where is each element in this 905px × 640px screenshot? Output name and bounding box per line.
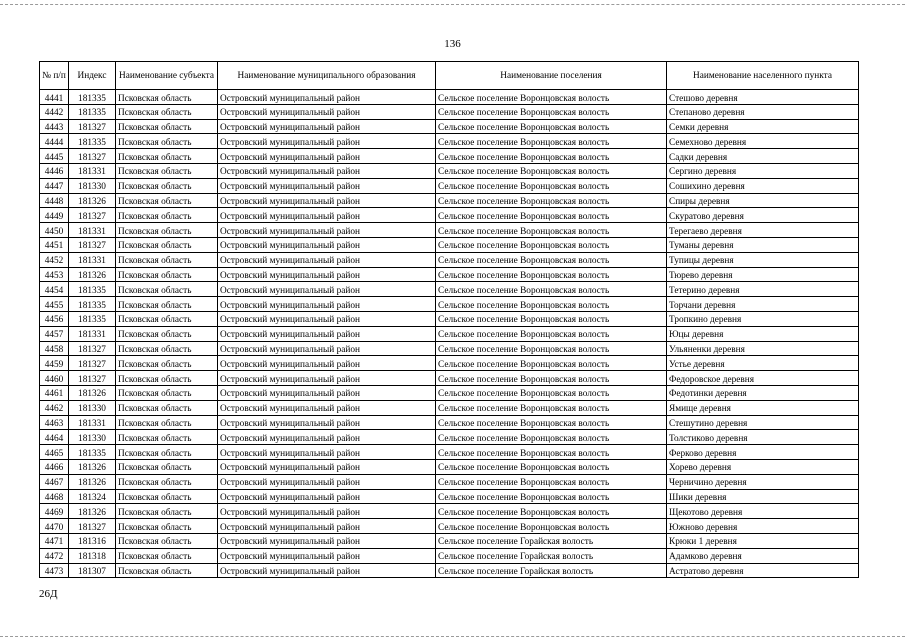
cell-locality: Южново деревня <box>667 519 859 534</box>
cell-municipality: Островский муниципальный район <box>218 267 436 282</box>
cell-num: 4464 <box>40 430 69 445</box>
cell-num: 4470 <box>40 519 69 534</box>
cell-municipality: Островский муниципальный район <box>218 563 436 578</box>
cell-locality: Стешутино деревня <box>667 415 859 430</box>
table-row <box>40 459 859 474</box>
cell-num: 4461 <box>40 385 69 400</box>
cell-municipality: Островский муниципальный район <box>218 519 436 534</box>
cell-settlement: Сельское поселение Воронцовская волость <box>436 445 667 460</box>
cell-subject: Псковская область <box>116 400 218 415</box>
cell-subject: Псковская область <box>116 489 218 504</box>
cell-num: 4453 <box>40 267 69 282</box>
cell-locality: Терегаево деревня <box>667 223 859 238</box>
cell-locality: Семки деревня <box>667 119 859 134</box>
cell-num: 4459 <box>40 356 69 371</box>
header-locality: Наименование населенного пункта <box>667 62 859 90</box>
cell-settlement: Сельское поселение Воронцовская волость <box>436 356 667 371</box>
cell-index: 181335 <box>69 90 116 105</box>
table-header <box>40 62 859 90</box>
cell-municipality: Островский муниципальный район <box>218 489 436 504</box>
cell-locality: Адамково деревня <box>667 548 859 563</box>
cell-locality: Юцы деревня <box>667 326 859 341</box>
cell-index: 181335 <box>69 282 116 297</box>
cell-num: 4452 <box>40 252 69 267</box>
table-row <box>40 563 859 578</box>
cell-index: 181331 <box>69 163 116 178</box>
cell-settlement: Сельское поселение Воронцовская волость <box>436 400 667 415</box>
cell-num: 4462 <box>40 400 69 415</box>
cell-municipality: Островский муниципальный район <box>218 119 436 134</box>
cell-settlement: Сельское поселение Воронцовская волость <box>436 134 667 149</box>
cell-settlement: Сельское поселение Горайская волость <box>436 563 667 578</box>
cell-index: 181335 <box>69 104 116 119</box>
cell-locality: Толстиково деревня <box>667 430 859 445</box>
cell-num: 4471 <box>40 533 69 548</box>
cell-municipality: Островский муниципальный район <box>218 90 436 105</box>
cell-subject: Псковская область <box>116 563 218 578</box>
cell-settlement: Сельское поселение Воронцовская волость <box>436 385 667 400</box>
table-row <box>40 445 859 460</box>
cell-municipality: Островский муниципальный район <box>218 326 436 341</box>
cell-locality: Черничино деревня <box>667 474 859 489</box>
header-settlement: Наименование поселения <box>436 62 667 90</box>
cell-locality: Сошихино деревня <box>667 178 859 193</box>
table-row <box>40 415 859 430</box>
cell-settlement: Сельское поселение Воронцовская волость <box>436 474 667 489</box>
cell-locality: Тюрево деревня <box>667 267 859 282</box>
cell-index: 181326 <box>69 474 116 489</box>
cell-settlement: Сельское поселение Воронцовская волость <box>436 223 667 238</box>
cell-index: 181335 <box>69 311 116 326</box>
cell-num: 4458 <box>40 341 69 356</box>
table-row <box>40 519 859 534</box>
scan-edge-top <box>0 4 905 5</box>
cell-locality: Федоровское деревня <box>667 371 859 386</box>
cell-subject: Псковская область <box>116 519 218 534</box>
cell-num: 4468 <box>40 489 69 504</box>
cell-settlement: Сельское поселение Горайская волость <box>436 533 667 548</box>
footer-code: 26Д <box>39 588 58 600</box>
cell-municipality: Островский муниципальный район <box>218 311 436 326</box>
cell-settlement: Сельское поселение Воронцовская волость <box>436 90 667 105</box>
cell-municipality: Островский муниципальный район <box>218 149 436 164</box>
cell-num: 4463 <box>40 415 69 430</box>
cell-index: 181326 <box>69 504 116 519</box>
cell-locality: Крюки 1 деревня <box>667 533 859 548</box>
table-row <box>40 297 859 312</box>
cell-num: 4448 <box>40 193 69 208</box>
cell-num: 4456 <box>40 311 69 326</box>
cell-num: 4450 <box>40 223 69 238</box>
cell-municipality: Островский муниципальный район <box>218 356 436 371</box>
cell-locality: Тропкино деревня <box>667 311 859 326</box>
cell-num: 4472 <box>40 548 69 563</box>
cell-settlement: Сельское поселение Воронцовская волость <box>436 267 667 282</box>
cell-locality: Ферково деревня <box>667 445 859 460</box>
cell-municipality: Островский муниципальный район <box>218 178 436 193</box>
cell-subject: Псковская область <box>116 311 218 326</box>
cell-index: 181335 <box>69 134 116 149</box>
cell-settlement: Сельское поселение Воронцовская волость <box>436 163 667 178</box>
cell-municipality: Островский муниципальный район <box>218 371 436 386</box>
cell-locality: Астратово деревня <box>667 563 859 578</box>
cell-locality: Тупицы деревня <box>667 252 859 267</box>
cell-municipality: Островский муниципальный район <box>218 474 436 489</box>
cell-settlement: Сельское поселение Воронцовская волость <box>436 178 667 193</box>
header-row <box>40 62 859 90</box>
cell-num: 4451 <box>40 237 69 252</box>
cell-index: 181326 <box>69 193 116 208</box>
cell-locality: Семехново деревня <box>667 134 859 149</box>
table-row <box>40 385 859 400</box>
cell-municipality: Островский муниципальный район <box>218 341 436 356</box>
cell-num: 4467 <box>40 474 69 489</box>
cell-locality: Садки деревня <box>667 149 859 164</box>
cell-settlement: Сельское поселение Воронцовская волость <box>436 282 667 297</box>
cell-index: 181331 <box>69 252 116 267</box>
cell-locality: Скуратово деревня <box>667 208 859 223</box>
cell-subject: Псковская область <box>116 282 218 297</box>
cell-subject: Псковская область <box>116 267 218 282</box>
cell-municipality: Островский муниципальный район <box>218 445 436 460</box>
table-row <box>40 104 859 119</box>
cell-municipality: Островский муниципальный район <box>218 208 436 223</box>
cell-index: 181327 <box>69 149 116 164</box>
header-municipality: Наименование муниципального образования <box>218 62 436 90</box>
cell-municipality: Островский муниципальный район <box>218 193 436 208</box>
table-row <box>40 193 859 208</box>
table-row <box>40 208 859 223</box>
cell-settlement: Сельское поселение Воронцовская волость <box>436 311 667 326</box>
cell-index: 181327 <box>69 237 116 252</box>
header-index: Индекс <box>69 62 116 90</box>
cell-index: 181330 <box>69 430 116 445</box>
table-row <box>40 149 859 164</box>
table-row <box>40 474 859 489</box>
cell-locality: Торчани деревня <box>667 297 859 312</box>
cell-settlement: Сельское поселение Воронцовская волость <box>436 297 667 312</box>
cell-index: 181307 <box>69 563 116 578</box>
table-row <box>40 430 859 445</box>
table-row <box>40 371 859 386</box>
cell-locality: Туманы деревня <box>667 237 859 252</box>
cell-index: 181327 <box>69 519 116 534</box>
cell-num: 4449 <box>40 208 69 223</box>
cell-subject: Псковская область <box>116 430 218 445</box>
cell-index: 181326 <box>69 385 116 400</box>
cell-settlement: Сельское поселение Воронцовская волость <box>436 519 667 534</box>
cell-settlement: Сельское поселение Воронцовская волость <box>436 415 667 430</box>
scan-edge-bottom <box>0 636 905 637</box>
cell-subject: Псковская область <box>116 356 218 371</box>
cell-locality: Ульяненки деревня <box>667 341 859 356</box>
cell-subject: Псковская область <box>116 548 218 563</box>
cell-subject: Псковская область <box>116 474 218 489</box>
cell-subject: Псковская область <box>116 252 218 267</box>
table-row <box>40 90 859 105</box>
cell-municipality: Островский муниципальный район <box>218 533 436 548</box>
cell-municipality: Островский муниципальный район <box>218 282 436 297</box>
cell-municipality: Островский муниципальный район <box>218 400 436 415</box>
cell-locality: Степаново деревня <box>667 104 859 119</box>
header-num: № п/п <box>40 62 69 90</box>
cell-municipality: Островский муниципальный район <box>218 504 436 519</box>
header-subject: Наименование субъекта <box>116 62 218 90</box>
cell-num: 4441 <box>40 90 69 105</box>
cell-index: 181327 <box>69 356 116 371</box>
cell-settlement: Сельское поселение Воронцовская волость <box>436 193 667 208</box>
cell-municipality: Островский муниципальный район <box>218 385 436 400</box>
cell-municipality: Островский муниципальный район <box>218 415 436 430</box>
table-row <box>40 267 859 282</box>
page-number: 136 <box>444 38 461 50</box>
cell-subject: Псковская область <box>116 415 218 430</box>
cell-municipality: Островский муниципальный район <box>218 548 436 563</box>
cell-index: 181327 <box>69 208 116 223</box>
cell-settlement: Сельское поселение Воронцовская волость <box>436 252 667 267</box>
cell-num: 4445 <box>40 149 69 164</box>
cell-num: 4466 <box>40 459 69 474</box>
cell-municipality: Островский муниципальный район <box>218 223 436 238</box>
cell-subject: Псковская область <box>116 237 218 252</box>
cell-locality: Стешово деревня <box>667 90 859 105</box>
cell-num: 4455 <box>40 297 69 312</box>
cell-locality: Федотинки деревня <box>667 385 859 400</box>
table-row <box>40 326 859 341</box>
table-row <box>40 134 859 149</box>
cell-municipality: Островский муниципальный район <box>218 163 436 178</box>
cell-num: 4442 <box>40 104 69 119</box>
cell-index: 181327 <box>69 371 116 386</box>
cell-subject: Псковская область <box>116 297 218 312</box>
table-row <box>40 341 859 356</box>
cell-num: 4443 <box>40 119 69 134</box>
table-row <box>40 356 859 371</box>
cell-locality: Тетерино деревня <box>667 282 859 297</box>
cell-subject: Псковская область <box>116 385 218 400</box>
cell-subject: Псковская область <box>116 533 218 548</box>
cell-settlement: Сельское поселение Воронцовская волость <box>436 459 667 474</box>
cell-subject: Псковская область <box>116 119 218 134</box>
cell-num: 4469 <box>40 504 69 519</box>
cell-index: 181331 <box>69 415 116 430</box>
cell-locality: Ямище деревня <box>667 400 859 415</box>
cell-index: 181335 <box>69 445 116 460</box>
cell-settlement: Сельское поселение Воронцовская волость <box>436 119 667 134</box>
table-row <box>40 311 859 326</box>
cell-index: 181330 <box>69 400 116 415</box>
cell-subject: Псковская область <box>116 163 218 178</box>
cell-municipality: Островский муниципальный район <box>218 430 436 445</box>
cell-subject: Псковская область <box>116 134 218 149</box>
cell-municipality: Островский муниципальный район <box>218 252 436 267</box>
table-row <box>40 548 859 563</box>
cell-num: 4473 <box>40 563 69 578</box>
cell-subject: Псковская область <box>116 326 218 341</box>
cell-subject: Псковская область <box>116 223 218 238</box>
cell-index: 181318 <box>69 548 116 563</box>
cell-locality: Щекотово деревня <box>667 504 859 519</box>
table-row <box>40 237 859 252</box>
table-row <box>40 504 859 519</box>
cell-num: 4457 <box>40 326 69 341</box>
cell-settlement: Сельское поселение Воронцовская волость <box>436 430 667 445</box>
cell-settlement: Сельское поселение Воронцовская волость <box>436 504 667 519</box>
table-row <box>40 223 859 238</box>
cell-municipality: Островский муниципальный район <box>218 104 436 119</box>
cell-subject: Псковская область <box>116 193 218 208</box>
cell-index: 181331 <box>69 223 116 238</box>
cell-settlement: Сельское поселение Воронцовская волость <box>436 237 667 252</box>
cell-subject: Псковская область <box>116 504 218 519</box>
table-body <box>40 90 859 578</box>
cell-settlement: Сельское поселение Воронцовская волость <box>436 208 667 223</box>
cell-locality: Устье деревня <box>667 356 859 371</box>
cell-num: 4447 <box>40 178 69 193</box>
table-row <box>40 252 859 267</box>
table-row <box>40 489 859 504</box>
cell-index: 181331 <box>69 326 116 341</box>
cell-locality: Хорево деревня <box>667 459 859 474</box>
cell-num: 4465 <box>40 445 69 460</box>
table-row <box>40 400 859 415</box>
cell-num: 4444 <box>40 134 69 149</box>
cell-settlement: Сельское поселение Горайская волость <box>436 548 667 563</box>
cell-settlement: Сельское поселение Воронцовская волость <box>436 341 667 356</box>
cell-subject: Псковская область <box>116 459 218 474</box>
table-row <box>40 163 859 178</box>
cell-settlement: Сельское поселение Воронцовская волость <box>436 489 667 504</box>
cell-subject: Псковская область <box>116 149 218 164</box>
cell-num: 4446 <box>40 163 69 178</box>
cell-subject: Псковская область <box>116 371 218 386</box>
cell-subject: Псковская область <box>116 104 218 119</box>
cell-municipality: Островский муниципальный район <box>218 237 436 252</box>
localities-table <box>39 61 859 578</box>
cell-settlement: Сельское поселение Воронцовская волость <box>436 104 667 119</box>
cell-subject: Псковская область <box>116 341 218 356</box>
table-row <box>40 282 859 297</box>
cell-subject: Псковская область <box>116 208 218 223</box>
cell-subject: Псковская область <box>116 178 218 193</box>
cell-index: 181326 <box>69 459 116 474</box>
cell-locality: Сергино деревня <box>667 163 859 178</box>
table-row <box>40 119 859 134</box>
cell-subject: Псковская область <box>116 445 218 460</box>
cell-index: 181327 <box>69 119 116 134</box>
table-row <box>40 533 859 548</box>
cell-index: 181326 <box>69 267 116 282</box>
cell-locality: Спиры деревня <box>667 193 859 208</box>
table-row <box>40 178 859 193</box>
cell-municipality: Островский муниципальный район <box>218 297 436 312</box>
cell-num: 4454 <box>40 282 69 297</box>
cell-subject: Псковская область <box>116 90 218 105</box>
cell-num: 4460 <box>40 371 69 386</box>
cell-index: 181327 <box>69 341 116 356</box>
cell-index: 181330 <box>69 178 116 193</box>
cell-index: 181335 <box>69 297 116 312</box>
cell-index: 181316 <box>69 533 116 548</box>
cell-municipality: Островский муниципальный район <box>218 459 436 474</box>
cell-index: 181324 <box>69 489 116 504</box>
cell-settlement: Сельское поселение Воронцовская волость <box>436 326 667 341</box>
cell-settlement: Сельское поселение Воронцовская волость <box>436 371 667 386</box>
cell-settlement: Сельское поселение Воронцовская волость <box>436 149 667 164</box>
cell-municipality: Островский муниципальный район <box>218 134 436 149</box>
cell-locality: Шики деревня <box>667 489 859 504</box>
